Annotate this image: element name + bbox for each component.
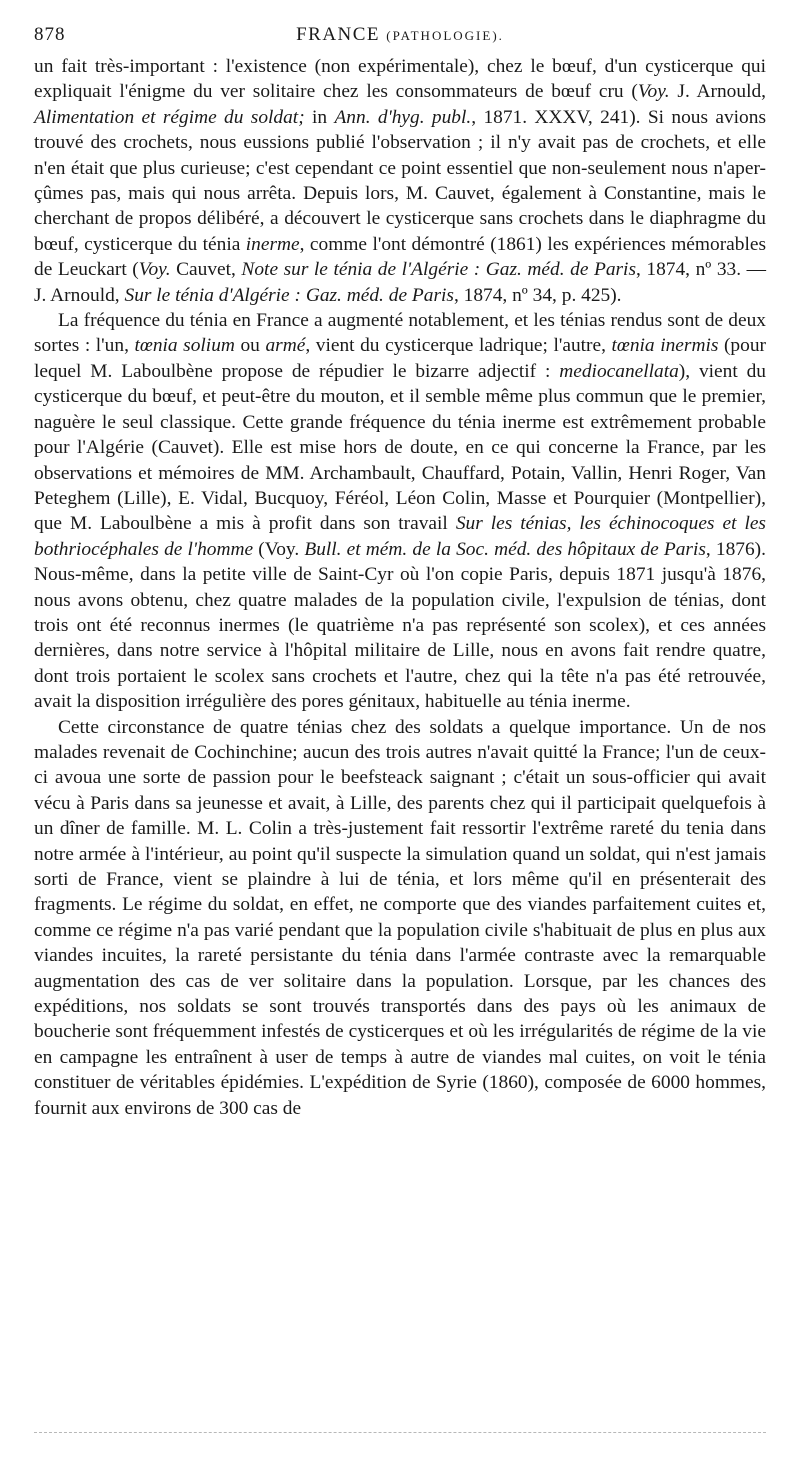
italic-run: Voy. [138,259,171,281]
running-title-subtitle: (PATHOLOGIE). [386,28,504,43]
text-run: ), vient du cysticerque du bœuf, et peut-être du mouton, et il semble même plus commun que le premier, naguère le seul classique. Cette grande fréquence du ténia inerme est extrêmement probable pour l'Algérie (Cauvet). Elle est mise hors de doute, en ce qui concerne la France, par les observations et mémoires de MM. Archambault, Chauffard, Potain, Vallin, Henri Roger, Van Peteghem (Lille), E. Vidal, Bucquoy, Féréol, Léon Colin, Masse et Pourquier (Montpellier), que M. Laboulbène a mis à profit dans son travail [34,360,766,535]
italic-run: Ann. d'hyg. publ. [334,106,472,128]
text-run: , 1874, nº 34, p. 425). [453,284,622,306]
paragraph-soldiers [34,715,766,1122]
italic-run: Bull. et mém. de la Soc. méd. des hôpitaux de Paris [304,538,706,560]
text-run: in [304,106,335,128]
text-run: (Voy. [253,538,305,560]
text-run: un fait très-important : l'existence (non expérimentale), chez le bœuf, d'un cysticerque qui expliquait l'énigme du ver solitaire chez les consommateurs de bœuf cru ( [34,56,766,103]
document-page [34,14,766,1121]
page-number: 878 [34,24,66,45]
paragraph-tenia-frequency [34,308,766,715]
italic-run: inerme [245,233,300,255]
text-run: , 1876). Nous-même, dans la petite ville de Saint-Cyr où l'on copie Paris, depuis 1871 jusqu'à 1876, nous avons obtenu, chez quatre malades de la population civile, l'expulsion de ténias, dont trois ont été reconnus inermes (le quatrième n'a pas représenté son scolex), et ces années dernières, dans notre service à l'hôpital militaire de Lille, nous en avons fait rendre quatre, dont trois portaient le scolex sans crochets et l'autre, chez qui la tête n'a pas été retrouvée, avait la disposition irrégulière des pores génitaux, habituelle au ténia inerme. [34,538,766,713]
text-run: La fréquence du ténia en France a augmenté notablement, et les ténias rendus sont de deux sortes : l'un, [34,310,766,357]
italic-run: mediocanellata [559,360,679,382]
running-title-main: FRANCE [296,24,381,45]
text-run: J. Arnould, [669,81,767,103]
italic-run: Sur les ténias, les échinocoques et les bothriocéphales de l'homme [34,513,766,560]
paragraph-continued [34,54,766,308]
text-run: ou [234,335,266,357]
text-run: , comme l'ont démontré (1861) les expériences mémorables de Leuckart ( [34,233,766,281]
text-run: , 1874, nº 33. — J. Arnould, [34,259,766,306]
running-header [34,14,766,54]
text-run: , 1871. XXXV, 241). Si nous avions trouvé des crochets, nous eussions publié l'observation ; il n'y avait pas de crochets, et elle n'en était que plus curieuse; c'est cependant ce point essentiel que non-seulement nous n'aper-çûmes pas, mais qui nous arrêta. Depuis lors, M. Cauvet, également à Constantine, mais le cherchant de propos délibéré, a découvert le cysticerque sans crochets dans le diaphragme du bœuf, cysticerque du ténia [34,106,766,255]
text-run: , vient du cysticerque ladrique; l'autre, [305,335,612,357]
body-text [34,54,766,1121]
italic-run: tœnia inermis [611,335,719,357]
italic-run: armé [265,335,306,357]
italic-run: Voy. [637,81,670,103]
text-run: Cauvet, [170,259,242,281]
running-title [34,24,766,46]
text-run: (pour lequel M. Laboulbène propose de répudier le bizarre adjectif : [34,335,766,382]
italic-run: Alimentation et régime du soldat; [34,106,305,128]
italic-run: Note sur le ténia de l'Algérie : Gaz. méd. de Paris [241,259,636,281]
bottom-rule [34,1432,766,1433]
italic-run: tœnia solium [134,335,235,357]
italic-run: Sur le ténia d'Algérie : Gaz. méd. de Paris [124,284,454,306]
text-run: Cette circonstance de quatre ténias chez des soldats a quelque importance. Un de nos malades revenait de Cochinchine; aucun des trois autres n'avait quitté la France; l'un de ceux-ci avoua une sorte de passion pour le beefsteack saignant ; c'était un sous-officier qui avait vécu à Paris dans sa jeunesse et avait, à Lille, des parents chez qui il participait quelquefois à un dîner de famille. M. L. Colin a très-justement fait ressortir l'extrême rareté du tenia dans notre armée à l'intérieur, au point qu'il suspecte la simulation quand un soldat, qui n'est jamais sorti de France, vient se plaindre à lui de ténia, et lors même qu'il en présenterait des fragments. Le régime du soldat, en effet, ne comporte que des viandes parfaitement cuites et, comme ce régime n'a pas varié pendant que la population civile s'habituait de plus en plus aux viandes incuites, la rareté persistante du ténia dans l'armée contraste avec la remarquable augmentation des cas de ver solitaire dans la population. Lorsque, par les chances des expéditions, nos soldats se sont trouvés transportés dans des pays où les animaux de boucherie sont fréquemment infestés de cysticerques et où les irrégularités de régime de la vie en campagne les entraînent à user de temps à autre de viandes mal cuites, on voit le ténia constituer de véritables épidémies. L'expédition de Syrie (1860), composée de 6000 hommes, fournit aux environs de 300 cas de [34,716,766,1119]
